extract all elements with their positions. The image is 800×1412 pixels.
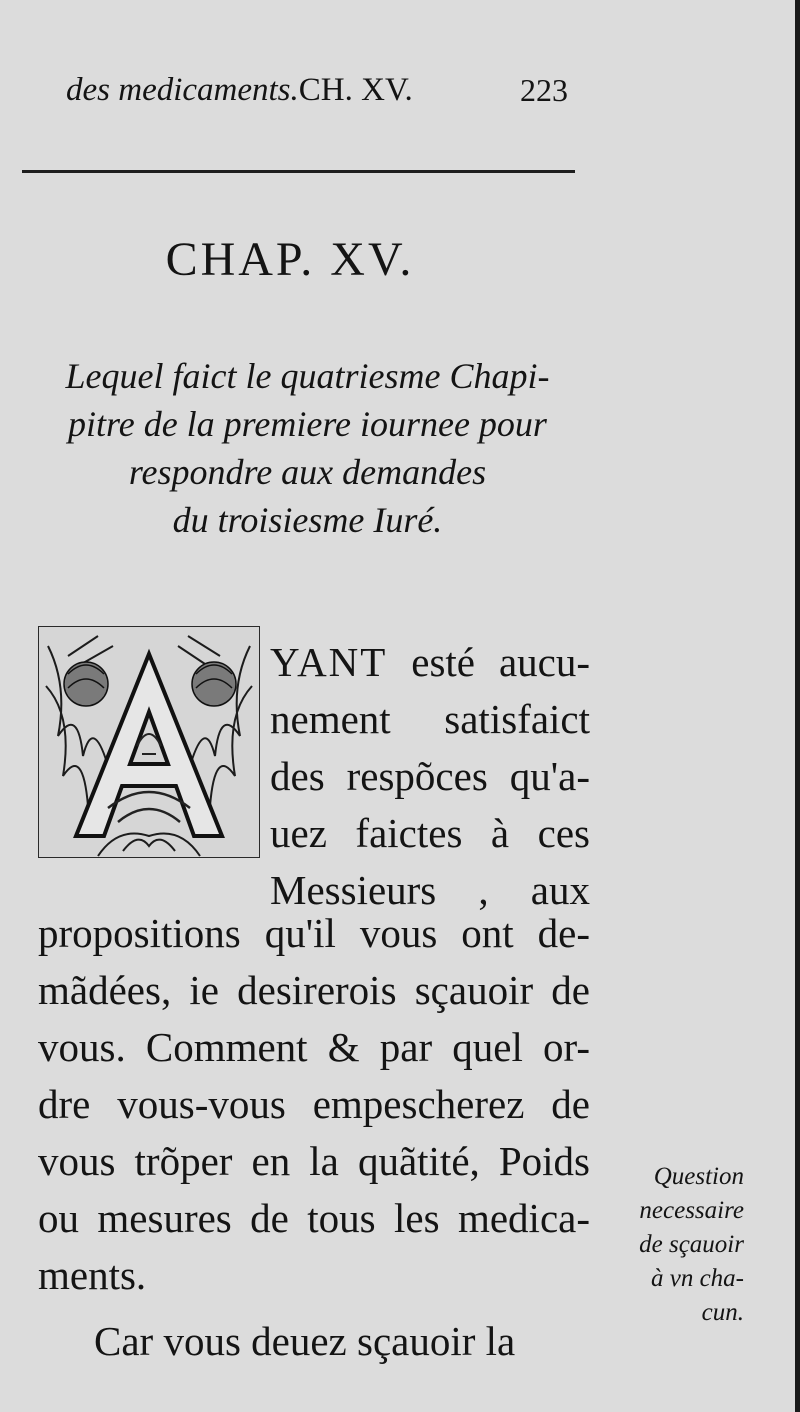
- text-line: vous trõper en la quãtité, Poids: [38, 1138, 590, 1184]
- margin-note-line: à vn cha-: [650, 1265, 744, 1292]
- opening-line-rest: esté aucu-: [411, 639, 590, 685]
- text-line: Messieurs , aux: [270, 867, 590, 913]
- body-text: [38, 905, 590, 1370]
- subtitle-line: du troisiesme Iuré.: [172, 500, 443, 540]
- opening-paragraph: [270, 634, 590, 919]
- running-title: des medicaments.: [66, 72, 299, 108]
- opening-word: YANT: [270, 639, 388, 685]
- margin-note-line: necessaire: [639, 1197, 744, 1224]
- margin-note-line: cun.: [701, 1299, 744, 1326]
- subtitle-line: respondre aux demandes: [128, 452, 487, 492]
- margin-note-line: de sçauoir: [639, 1231, 744, 1258]
- subtitle-line: pitre de la premiere iournee pour: [68, 404, 547, 444]
- text-line: propositions qu'il vous ont de-: [38, 910, 590, 956]
- margin-note-line: Question: [653, 1163, 744, 1190]
- margin-note: [604, 1160, 744, 1330]
- text-line: nement satisfaict: [270, 696, 590, 742]
- text-line: ments.: [38, 1252, 147, 1298]
- chapter-subtitle: [30, 352, 585, 544]
- subtitle-line: Lequel faict le quatriesme Chapi-: [65, 356, 550, 396]
- text-line: [270, 634, 590, 691]
- text-line: uez faictes à ces: [270, 810, 590, 856]
- chapter-title: CHAP. XV.: [165, 233, 415, 286]
- text-line: dre vous-vous empescherez de: [38, 1081, 590, 1127]
- running-chapter-ref: CH. XV.: [298, 72, 413, 108]
- text-line: mãdées, ie desirerois sçauoir de: [38, 967, 590, 1013]
- page-number: 223: [520, 72, 568, 108]
- decorated-initial-a: [38, 626, 260, 858]
- text-line: Car vous deuez sçauoir la: [94, 1318, 516, 1364]
- text-line: des respõces qu'a-: [270, 753, 590, 799]
- running-head: [66, 72, 413, 109]
- text-line: vous. Comment & par quel or-: [38, 1024, 590, 1070]
- text-line: ou mesures de tous les medica-: [38, 1195, 590, 1241]
- header-rule: [22, 170, 575, 173]
